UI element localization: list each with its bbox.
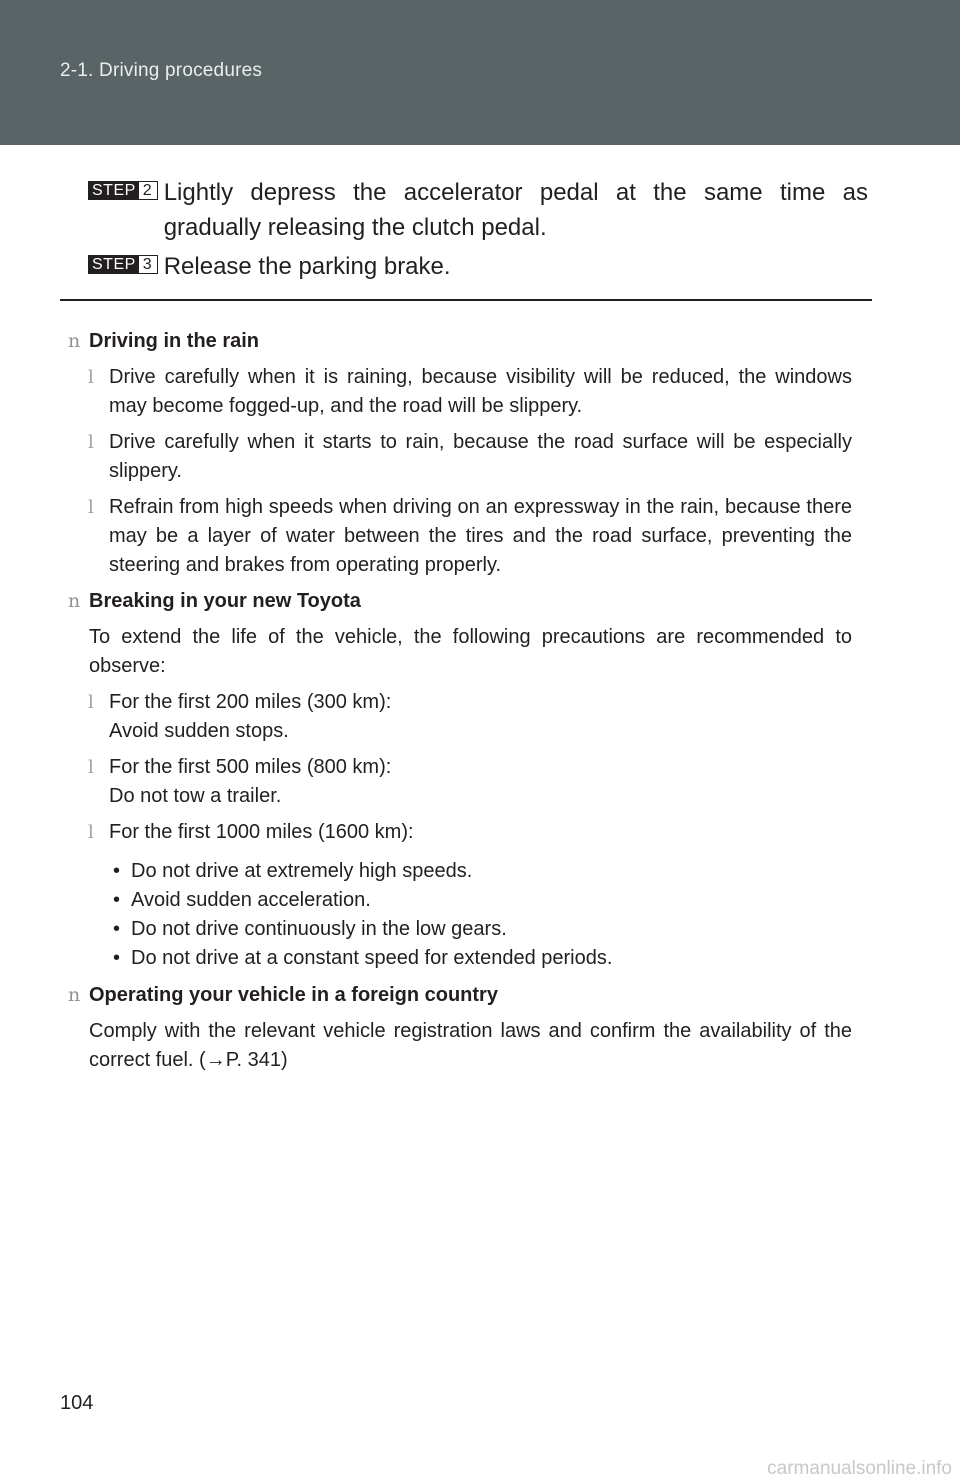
list-item-text: Drive carefully when it is raining, because visibility will be reduced, the windows may become fogged-up, and the road will be slippery. — [109, 366, 852, 417]
watermark: carmanualsonline.info — [767, 1458, 952, 1479]
section-marker-icon: n — [68, 984, 81, 1006]
sub-list-text: Do not drive at extremely high speeds. — [131, 860, 473, 882]
step-number: 3 — [139, 255, 158, 274]
step-word: STEP — [88, 181, 139, 200]
list-item — [62, 493, 852, 580]
step-word: STEP — [88, 255, 139, 274]
list-item — [62, 753, 852, 811]
list-item-text: Refrain from high speeds when driving on an expressway in the rain, because there may be a layer of water between the tires and the road surface, preventing the steering and brakes from operating properly. — [109, 496, 852, 576]
list-item — [62, 428, 852, 486]
list-item-line: For the first 500 miles (800 km): — [109, 756, 392, 778]
step-badge — [88, 255, 158, 274]
step-badge — [88, 181, 158, 200]
list-item-line: Avoid sudden stops. — [109, 720, 289, 742]
sub-list — [62, 857, 852, 973]
list-item-text: Drive carefully when it starts to rain, because the road surface will be especially slippery. — [109, 431, 852, 482]
bullet-icon: l — [88, 822, 94, 843]
sub-list-item — [109, 944, 852, 973]
step-text: Release the parking brake. — [163, 253, 451, 280]
note-title: Breaking in your new Toyota — [89, 590, 361, 612]
bullet-icon: l — [88, 757, 94, 778]
page-number: 104 — [60, 1392, 94, 1414]
list-item — [62, 818, 852, 847]
note-paragraph: Comply with the relevant vehicle registration laws and confirm the availability of the correct fuel. (→P. 341) — [89, 1020, 852, 1071]
dot-icon: • — [113, 860, 121, 882]
sub-list-text: Do not drive continuously in the low gears. — [131, 918, 507, 940]
note-title: Driving in the rain — [89, 330, 260, 352]
section-title: 2-1. Driving procedures — [60, 60, 263, 81]
note-title: Operating your vehicle in a foreign country — [89, 984, 498, 1006]
sub-list-text: Avoid sudden acceleration. — [131, 889, 371, 911]
page-header — [0, 0, 960, 145]
section-marker-icon: n — [68, 330, 81, 352]
step-number: 2 — [139, 181, 158, 200]
notes-section — [62, 322, 852, 1075]
section-divider — [60, 299, 872, 301]
sub-list-item — [109, 915, 852, 944]
sub-list-text: Do not drive at a constant speed for extended periods. — [131, 947, 613, 969]
list-item — [62, 363, 852, 421]
note-heading-breaking-in — [62, 587, 852, 616]
note-heading-foreign-country — [62, 981, 852, 1010]
list-item — [62, 688, 852, 746]
sub-list-item — [109, 857, 852, 886]
dot-icon: • — [113, 889, 121, 911]
list-item-line: For the first 1000 miles (1600 km): — [109, 821, 414, 843]
list-item-line: For the first 200 miles (300 km): — [109, 691, 392, 713]
section-marker-icon: n — [68, 590, 81, 612]
bullet-icon: l — [88, 692, 94, 713]
bullet-icon: l — [88, 497, 94, 518]
step-text: Lightly depress the accelerator pedal at the same time as gradually releasing the clutch pedal. — [163, 179, 868, 241]
note-paragraph: To extend the life of the vehicle, the following precautions are recommended to observe: — [89, 626, 852, 677]
bullet-icon: l — [88, 432, 94, 453]
step-2 — [88, 175, 868, 245]
list-item-line: Do not tow a trailer. — [109, 785, 282, 807]
note-heading-rain — [62, 327, 852, 356]
step-3 — [88, 249, 868, 284]
dot-icon: • — [113, 947, 121, 969]
dot-icon: • — [113, 918, 121, 940]
bullet-icon: l — [88, 367, 94, 388]
sub-list-item — [109, 886, 852, 915]
